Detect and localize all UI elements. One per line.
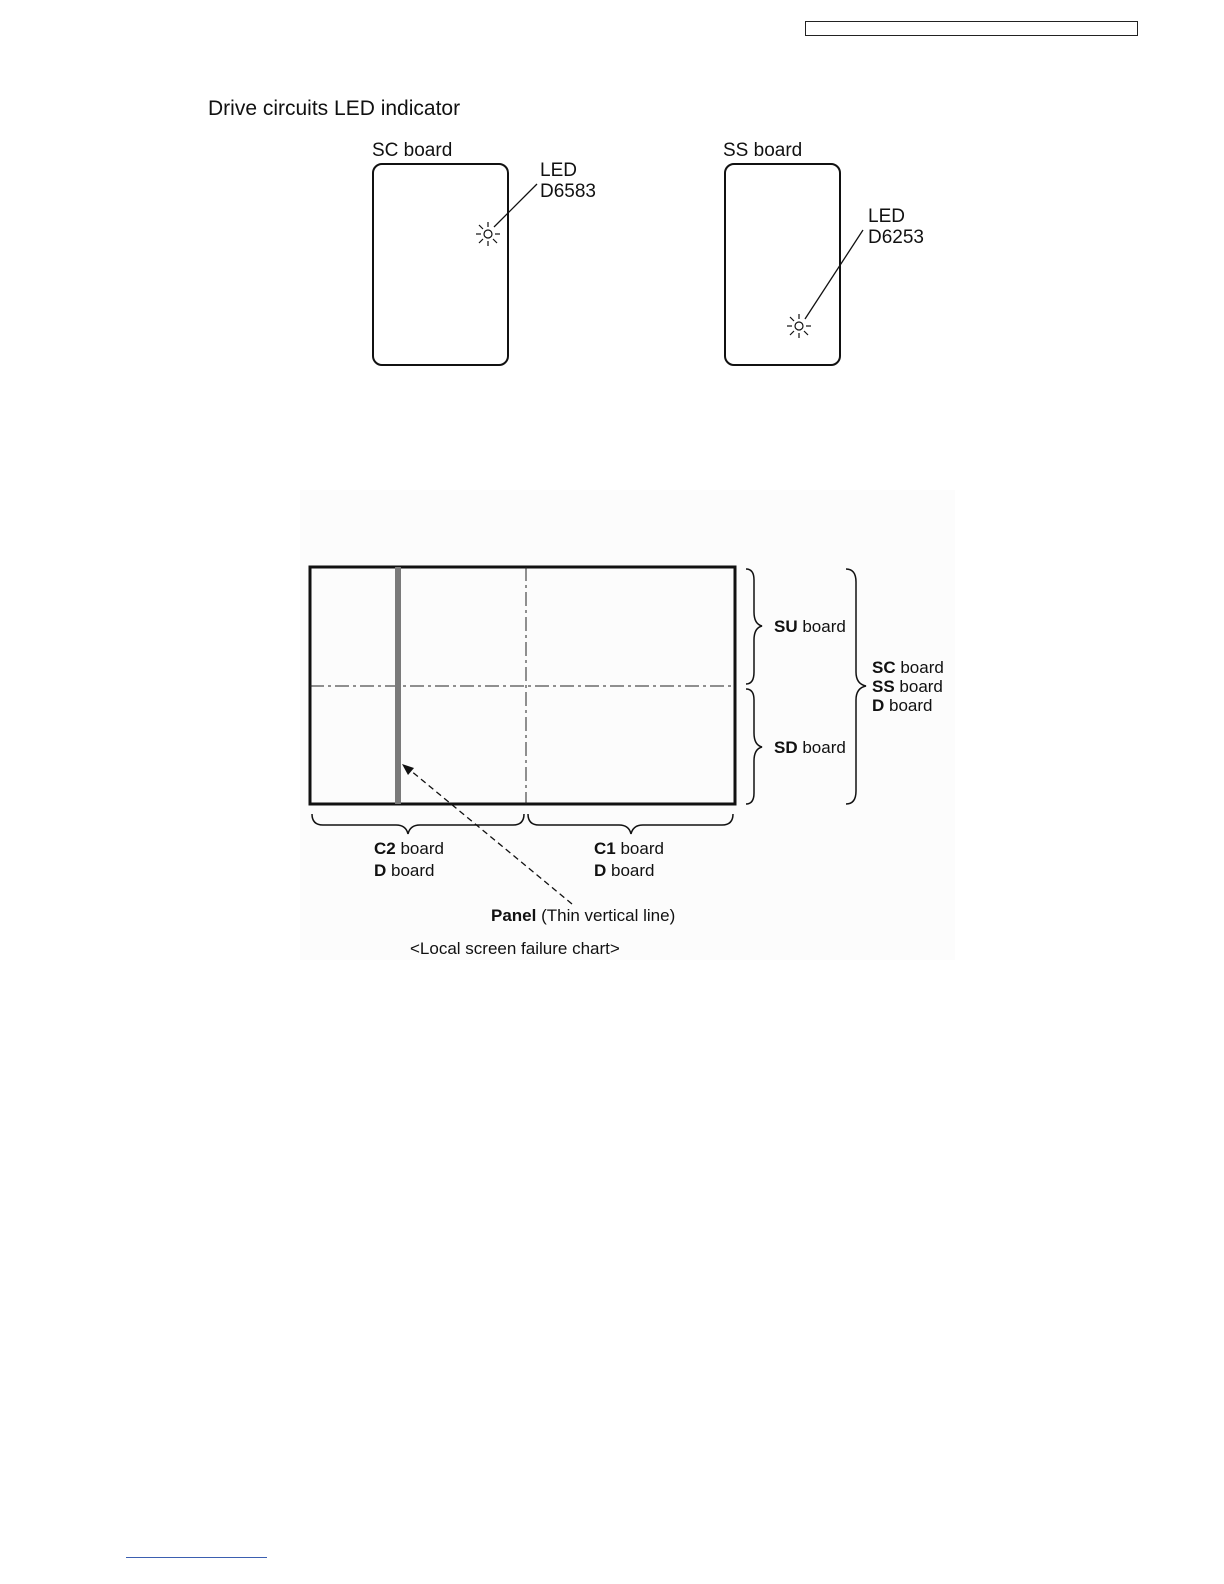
left-bottom-brace: [312, 814, 524, 834]
panel-arrowhead: [402, 764, 414, 775]
chart-caption: <Local screen failure chart>: [410, 939, 620, 958]
right-bottom-brace: [528, 814, 733, 834]
panel-note-label: Panel (Thin vertical line): [491, 906, 676, 925]
c2-board-label: C2 board: [374, 839, 444, 858]
c1-board-label: C1 board: [594, 839, 664, 858]
sc-led-leader: [494, 184, 537, 227]
sc-board-outline: [373, 164, 508, 365]
panel-arrow-line: [410, 770, 572, 904]
group-brace: [846, 569, 866, 804]
ss-led-label: LED: [868, 206, 905, 227]
sd-board-label: SD board: [774, 738, 846, 757]
sc-board-label: SC board: [372, 140, 453, 161]
ss-led-leader: [805, 230, 863, 319]
ss-led-icon: [787, 314, 811, 338]
sc-led-ref: D6583: [540, 181, 596, 202]
left-d-board-label: D board: [374, 861, 435, 880]
ss-board-outline: [725, 164, 840, 365]
su-brace: [746, 569, 762, 684]
sc-board-group-label: SC board: [872, 658, 944, 677]
sc-led-label: LED: [540, 160, 577, 181]
ss-led-ref: D6253: [868, 227, 924, 248]
ss-board-label: SS board: [723, 140, 803, 161]
d-board-group-label: D board: [872, 696, 933, 715]
section-heading: Drive circuits LED indicator: [208, 97, 461, 120]
footer-link-underline[interactable]: [126, 1557, 267, 1558]
sd-brace: [746, 689, 762, 804]
right-d-board-label: D board: [594, 861, 655, 880]
su-board-label: SU board: [774, 617, 846, 636]
sc-led-icon: [476, 222, 500, 246]
ss-board-group-label: SS board: [872, 677, 943, 696]
